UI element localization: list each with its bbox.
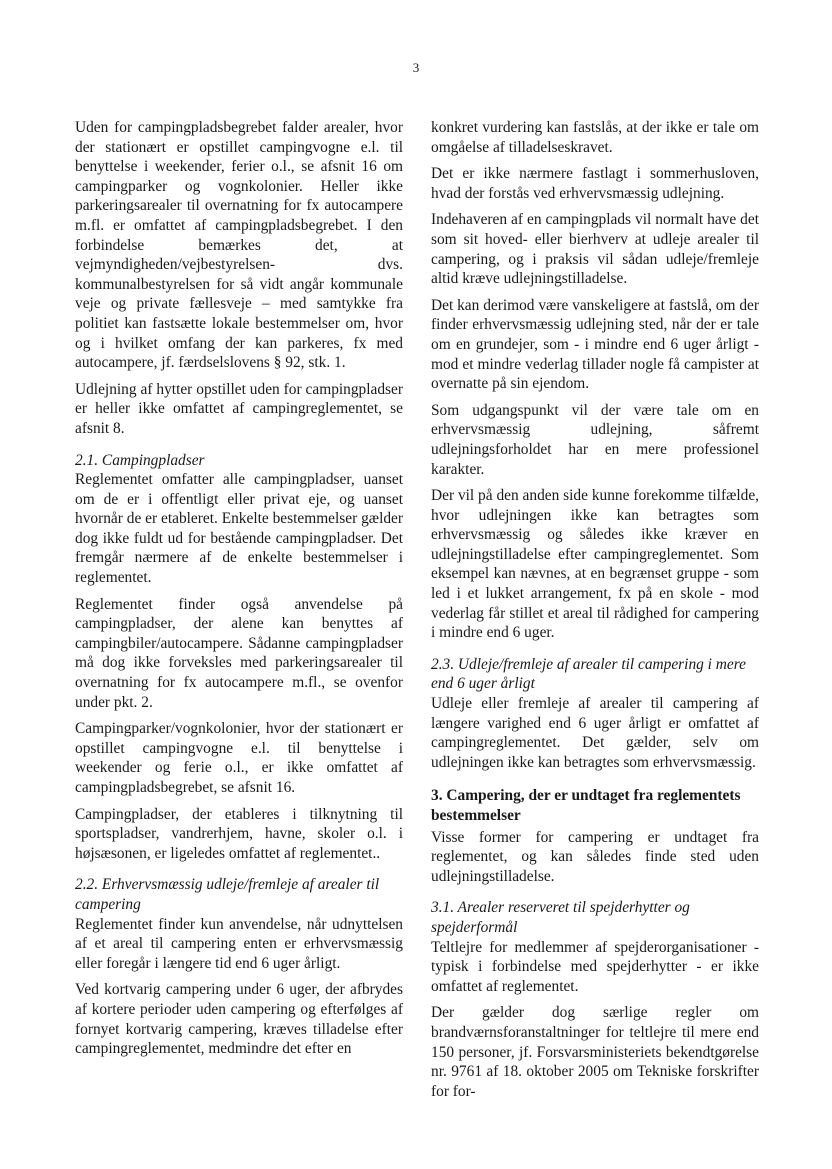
page-number: 3	[412, 60, 420, 75]
paragraph: Visse former for campering er undtaget fra reglementet, og kan således finde sted uden udlejningstilladelse.	[431, 828, 759, 885]
paragraph: Der gælder dog særlige regler om brandværnsforanstaltninger for teltlejre til mere end 150 personer, jf. Forsvarsministeriets bekendtgørelse nr. 9761 af 18. oktober 2005 om Tekniske forskrifter for for-	[431, 1004, 759, 1100]
paragraph: konkret vurdering kan fastslås, at der ikke er tale om omgåelse af tilladelseskravet.	[431, 119, 759, 156]
paragraph: Campingparker/vognkolonier, hvor der stationært er opstillet campingvogne e.l. til benyttelse i weekender og ferie o.l., er ikke omfattet af campingpladsbegrebet, se afsnit 16.	[75, 720, 403, 796]
paragraph: Campingpladser, der etableres i tilknytning til sportspladser, vandrerhjem, havne, skoler o.l. i højsæsonen, er ligeledes omfattet af reglementet..	[75, 805, 403, 862]
paragraph: Reglementet omfatter alle campingpladser, uanset om de er i offentligt eller privat eje, og uanset hvornår de er etableret. Enkelte bestemmelser gælder dog ikke fuldt ud for bestående campingpladser. Det fremgår nærmere af de enkelte bestemmelser i reglementet.	[75, 471, 403, 587]
paragraph: Der vil på den anden side kunne forekomme tilfælde, hvor udlejningen ikke kan betragtes som erhvervsmæssig og således ikke kræver en udlejningstilladelse efter campingreglementet. Som eksempel kan nævnes, at en begrænset gruppe - som led i et lukket arrangement, fx på en skole - mod vederlag får stillet et areal til rådighed for campering i mindre end 6 uger.	[431, 487, 759, 642]
section-heading-2-3: 2.3. Udleje/fremleje af arealer til campering i mere end 6 uger årligt	[431, 655, 747, 693]
paragraph: Udlejning af hytter opstillet uden for campingpladser er heller ikke omfattet af campingreglementet, se afsnit 8.	[75, 380, 403, 437]
section-heading-2-1: 2.1. Campingpladser	[75, 451, 205, 469]
paragraph: Reglementet finder også anvendelse på campingpladser, der alene kan benyttes af campingbiler/autocampere. Sådanne campingpladser må dog ikke forveksles med parkeringsarealer til overnatning for fx autocampere m.fl., se ovenfor under pkt. 2.	[75, 595, 403, 711]
section-heading-3-1: 3.1. Arealer reserveret til spejderhytter og spejderformål	[431, 899, 690, 936]
paragraph: Det er ikke nærmere fastlagt i sommerhusloven, hvad der forstås ved erhvervsmæssig udlejning.	[431, 165, 759, 202]
paragraph: Det kan derimod være vanskeligere at fastslå, om der finder erhvervsmæssig udlejning sted, når der er tale om en grundejer, som - i mindre end 6 uger årligt - mod et mindre vederlag tillader nogle få campister at overnatte på sin ejendom.	[431, 296, 759, 393]
paragraph: Udleje eller fremleje af arealer til campering af længere varighed end 6 uger årligt er omfattet af campingreglementet. Det gælder, selv om udlejningen ikke kan betragtes som erhvervsmæssig.	[431, 695, 759, 771]
paragraph: Ved kortvarig campering under 6 uger, der afbrydes af kortere perioder uden campering og efterfølges af fornyet kortvarig campering, kræves tilladelse efter campingreglementet, medmindre det efter en	[75, 981, 403, 1058]
chapter-heading-3: 3. Campering, der er undtaget fra reglementets bestemmelser	[431, 787, 741, 824]
paragraph: Indehaveren af en campingplads vil normalt have det som sit hoved- eller bierhverv at udleje arealer til campering, og i praksis vil sådan udleje/fremleje altid kræve udlejningstilladelse.	[431, 211, 759, 288]
left-column	[75, 118, 403, 1066]
paragraph: Som udgangspunkt vil der være tale om en erhvervsmæssig udlejning, såfremt udlejningsforholdet har en mere professionel karakter.	[431, 401, 759, 478]
paragraph: Reglementet finder kun anvendelse, når udnyttelsen af et areal til campering enten er erhvervsmæssig eller foregår i længere tid end 6 uger årligt.	[75, 915, 403, 972]
right-column	[431, 118, 759, 1108]
paragraph: Uden for campingpladsbegrebet falder arealer, hvor der stationært er opstillet campingvogne e.l. til benyttelse i weekender, ferier o.l., se afsnit 16 om campingparker og vognkolonier. Heller ikke parkeringsarealer til overnatning for fx autocampere m.fl. er omfattet af campingpladsbegrebet. I den forbindelse bemærkes det, at vejmyndigheden/vejbestyrelsen- dvs. kommunalbestyrelsen for så vidt angår kommunale veje og private fællesveje – med samtykke fra politiet kan fastsætte lokale bestemmelser om, hvor og i hvilket omfang der kan parkeres, fx med autocampere, jf. færdselslovens § 92, stk. 1.	[75, 119, 403, 372]
paragraph: Teltlejre for medlemmer af spejderorganisationer - typisk i forbindelse med spejderhytter - er ikke omfattet af reglementet.	[431, 938, 759, 995]
section-heading-2-2: 2.2. Erhvervsmæssig udleje/fremleje af arealer til campering	[75, 876, 380, 913]
